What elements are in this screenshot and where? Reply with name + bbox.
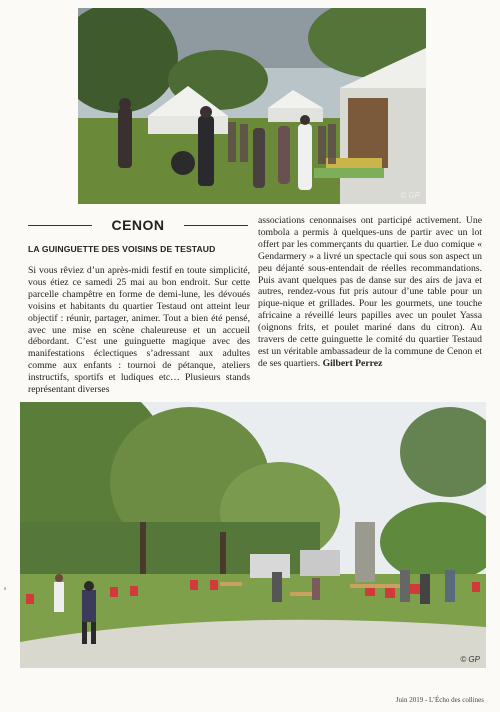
article-text-right: associations cenonnaises ont participé activement. Une tombola a permis à quelques-uns de partir avec un lot offert par les commerçants du quartier. Le duo comique « Gendarmery » a livré un spectacle qui sous son aspect un peu déjanté sous-entendait de réelles recommandations. Puis avant quelques pas de danse sur des airs de java et autres, rendez-vous fut pris autour d’une table pour un pique-nique et grillades. Pour les gourmets, une touche africaine a réveillé leurs papilles avec un poulet Yassa (oignons frits, et poulet mariné dans du citron). Au travers de cette guinguette le comité du quartier Testaud est un véritable ambassadeur de la commune de Cenon et de ses quartiers. <box>258 215 482 369</box>
bottom-photo-image <box>20 402 486 668</box>
margin-mark: s <box>4 586 7 592</box>
article-column-right <box>258 215 482 370</box>
top-photo-image <box>78 8 426 204</box>
section-title: CENON <box>111 217 165 233</box>
bottom-photo-credit: © GP <box>460 655 480 664</box>
article-paragraph-right <box>258 215 482 370</box>
article-column-left <box>28 265 250 396</box>
top-photo-credit: © GP <box>400 191 420 200</box>
heading-rule-right <box>184 225 248 226</box>
page-footer: Juin 2019 - L’Écho des collines <box>395 696 484 704</box>
article-headline: LA GUINGUETTE DES VOISINS DE TESTAUD <box>28 244 216 254</box>
article-author: Gilbert Perrez <box>322 357 383 369</box>
section-heading <box>28 217 248 235</box>
article-text-left: Si vous rêviez d’un après-midi festif en toute simplicité, vous étiez ce samedi 25 mai au bon endroit. Sur cette parcelle champêtre en forme de demi-lune, les dévoués voisins et habitants du quartier Testaud ont atteint leur objectif : réunir, partager, animer. Tout a bien été pensé, avec une mise en scène chaleureuse et un accueil débordant. C’est une guinguette magique avec des manifestations éclectiques s’adressant aux adultes comme aux enfants : tournoi de pétanque, ateliers instructifs, sportifs et ludiques etc… Plusieurs stands représentant diverses <box>28 265 250 396</box>
bottom-photo <box>20 402 486 668</box>
top-photo <box>78 8 426 204</box>
